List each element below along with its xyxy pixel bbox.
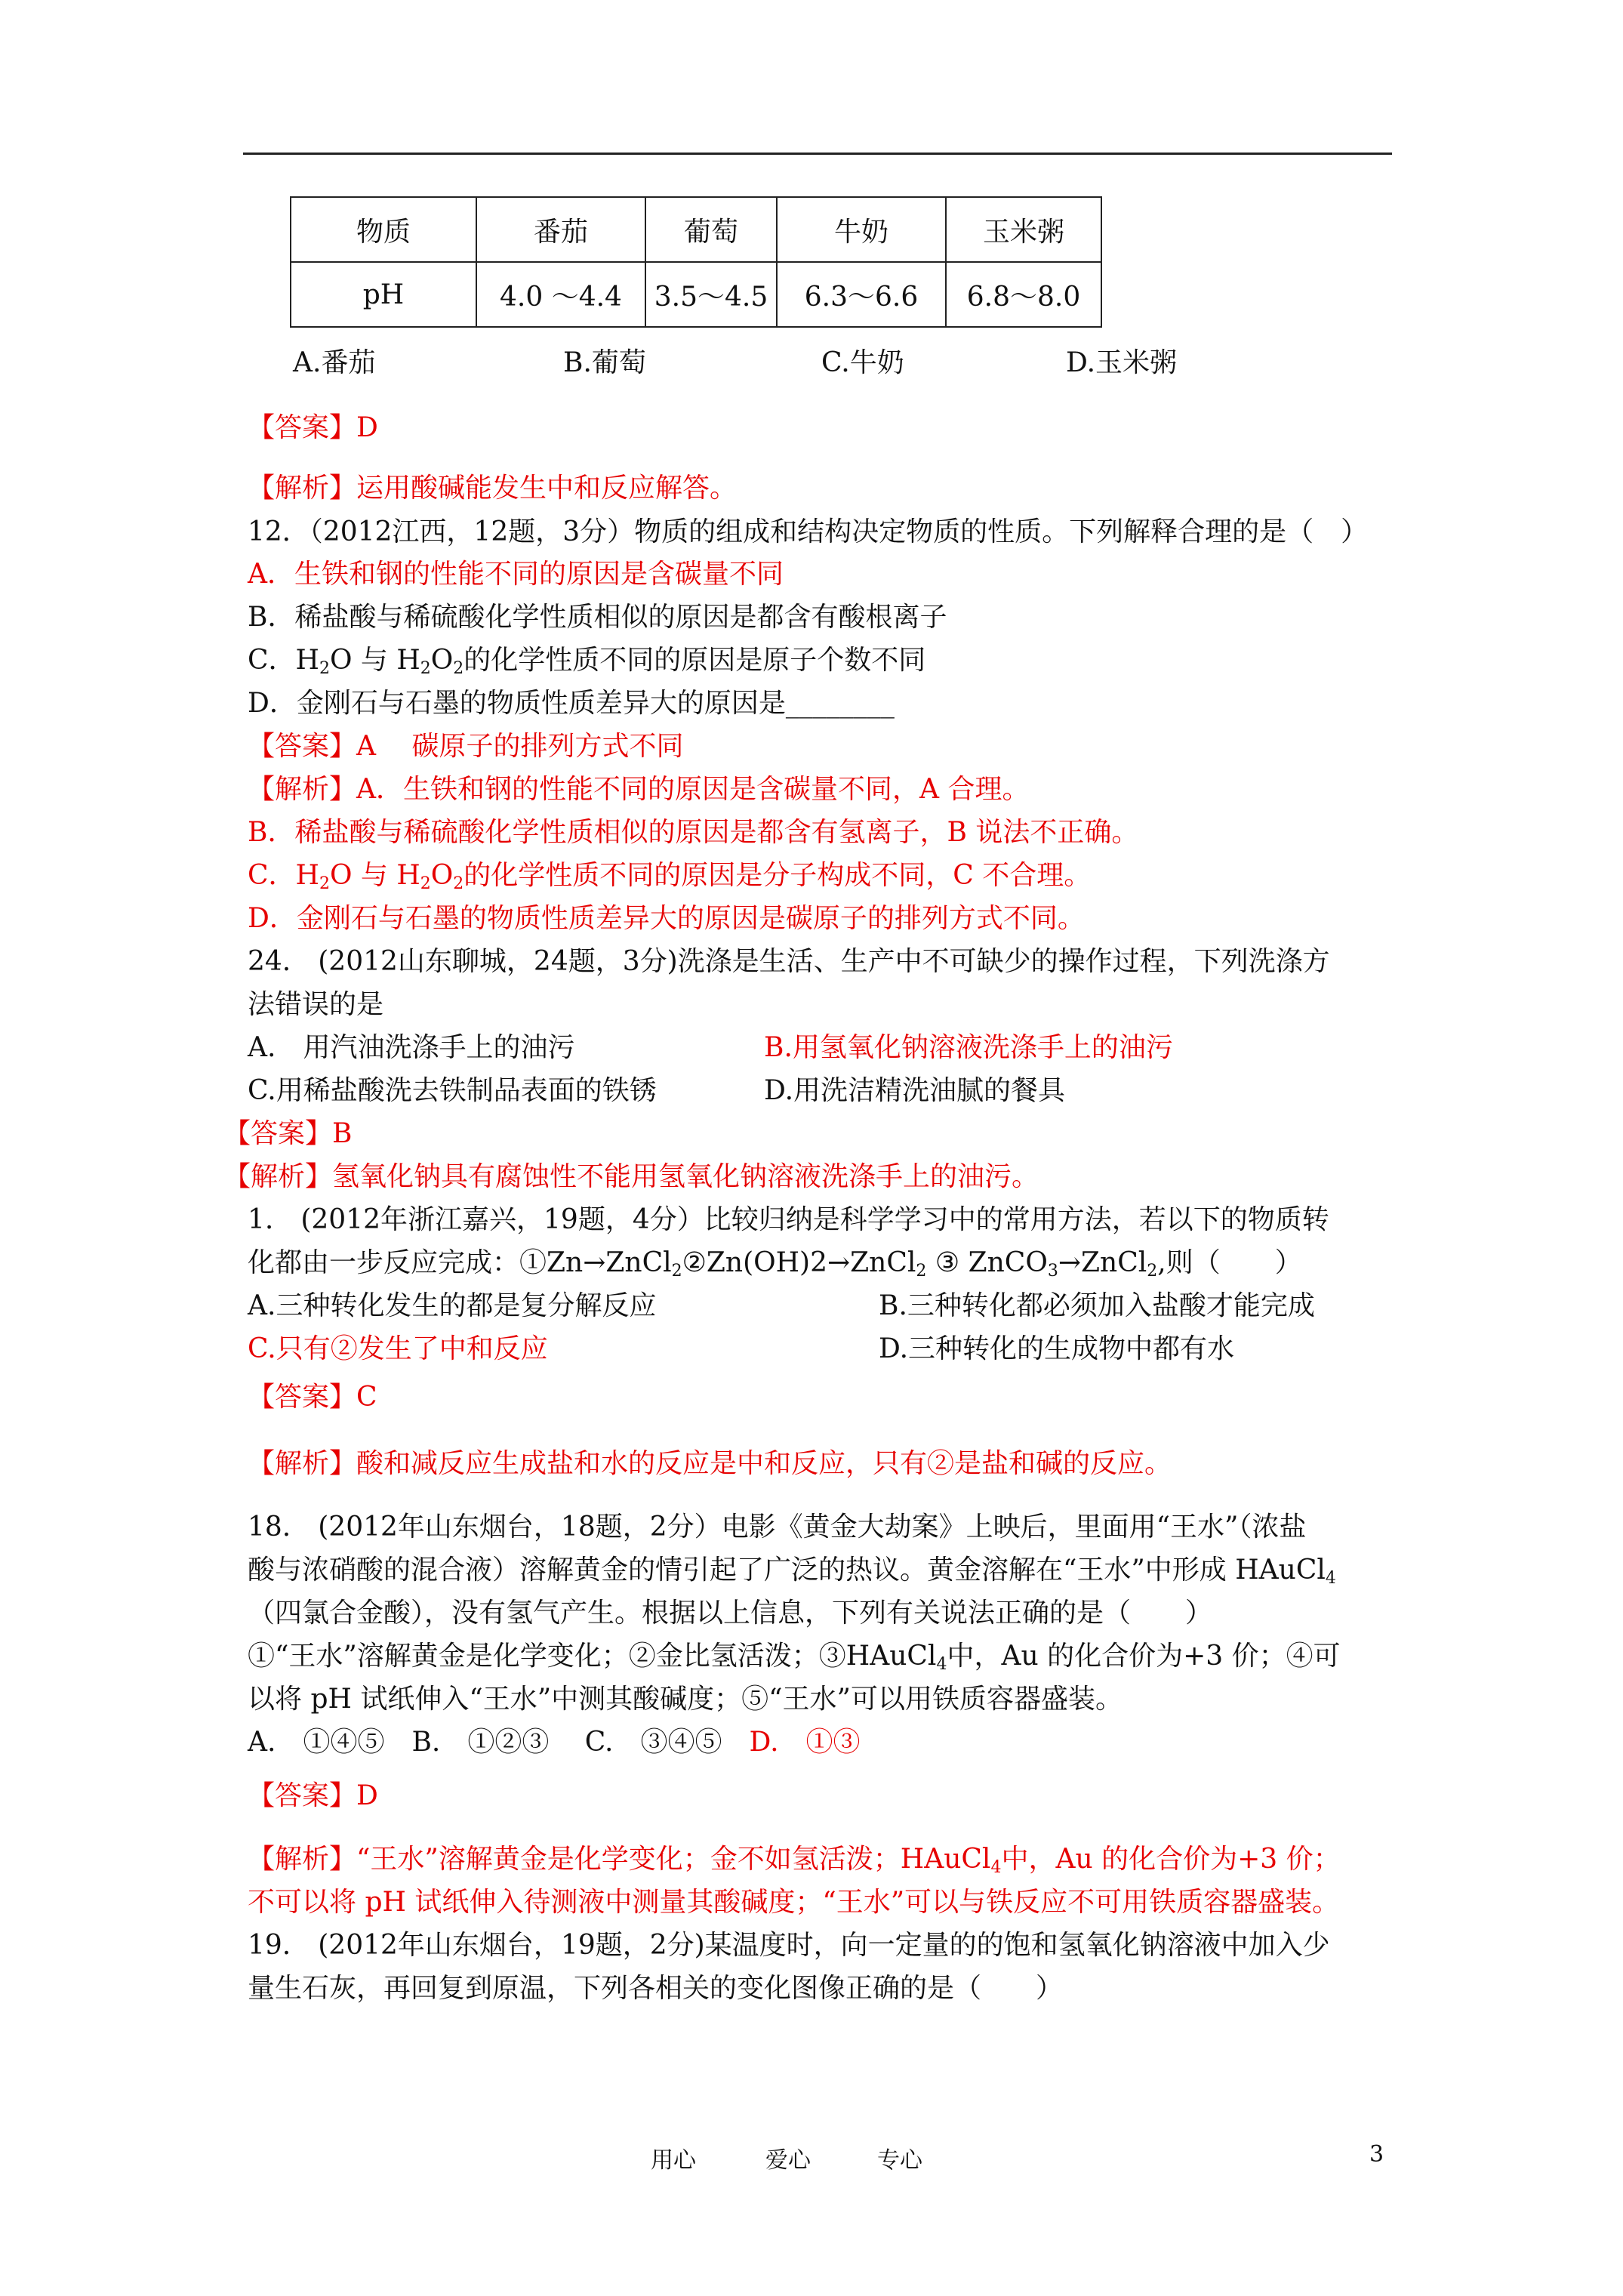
q11-option-c: C.牛奶: [821, 347, 904, 378]
table-cell: 3.5～4.5: [645, 262, 777, 327]
q12-option-b: B．稀盐酸与稀硫酸化学性质相似的原因是都含有酸根离子: [248, 602, 947, 633]
q11-answer: 【答案】D: [248, 412, 378, 443]
table-row: [291, 197, 1101, 262]
table-cell: pH: [291, 262, 476, 327]
ph-table: [290, 196, 1102, 328]
q19-stem-1: 19. (2012年山东烟台，19题，2分)某温度时，向一定量的的饱和氢氧化钠溶液中加入少: [248, 1930, 1330, 1961]
q24-stem-1: 24. (2012山东聊城，24题，3分)洗涤是生活、生产中不可缺少的操作过程，下列洗涤方: [248, 946, 1330, 977]
q11-option-a: A.番茄: [293, 347, 376, 378]
page-number: 3: [1369, 2141, 1384, 2168]
q1-option-c: C.只有②发生了中和反应: [248, 1333, 548, 1364]
q18-stem-3: （四氯合金酸），没有氢气产生。根据以上信息，下列有关说法正确的是（ ）: [248, 1598, 1213, 1629]
q19-stem-2: 量生石灰，再回复到原温，下列各相关的变化图像正确的是（ ）: [248, 1973, 1064, 2004]
q1-option-b: B.三种转化都必须加入盐酸才能完成: [879, 1290, 1315, 1321]
table-cell: 葡萄: [645, 197, 777, 262]
q18-stem-5: 以将 pH 试纸伸入“王水”中测其酸碱度；⑤“王水”可以用铁质容器盛装。: [248, 1684, 1123, 1715]
q1-stem-2: 化都由一步反应完成：①Zn→ZnCl$_2$②Zn(OH)2→ZnCl$_2$ ③ ZnCO$_3$→ZnCl$_2$,则（ ）: [248, 1247, 1302, 1281]
q1-answer: 【答案】C: [248, 1382, 377, 1413]
footer-text-3: 专心: [877, 2147, 922, 2174]
q12-analysis-3: C．$H_2O$ 与 $H_2O_2$的化学性质不同的原因是分子构成不同，C 不合理。: [248, 860, 1092, 893]
q24-option-a: A. 用汽油洗涤手上的油污: [248, 1032, 575, 1063]
footer-text-2: 爱心: [765, 2147, 811, 2174]
table-row: [291, 262, 1101, 327]
q12-option-d: D．金刚石与石墨的物质性质差异大的原因是________: [248, 688, 895, 719]
q11-option-d: D.玉米粥: [1066, 347, 1178, 378]
q11-option-b: B.葡萄: [563, 347, 646, 378]
footer-text-1: 用心: [651, 2147, 696, 2174]
table-cell: 4.0 ～4.4: [476, 262, 645, 327]
q24-analysis: 【解析】氢氧化钠具有腐蚀性不能用氢氧化钠溶液洗涤手上的油污。: [223, 1161, 1039, 1192]
q12-analysis-2: B．稀盐酸与稀硫酸化学性质相似的原因是都含有氢离子，B 说法不正确。: [248, 817, 1139, 848]
q1-option-a: A.三种转化发生的都是复分解反应: [248, 1290, 657, 1321]
q12-option-c: C．$H_2O$ 与 $H_2O_2$的化学性质不同的原因是原子个数不同: [248, 645, 926, 678]
q18-stem-1: 18. (2012年山东烟台，18题，2分）电影《黄金大劫案》上映后，里面用“王水”（浓盐: [248, 1512, 1307, 1542]
q18-stem-4: ①“王水”溶解黄金是化学变化；②金比氢活泼；③HAuCl$_4$中，Au 的化合价为+3 价；④可: [248, 1641, 1341, 1674]
table-cell: 番茄: [476, 197, 645, 262]
q24-option-b: B.用氢氧化钠溶液洗涤手上的油污: [764, 1032, 1173, 1063]
q18-options: A. ①④⑤ B. ①②③ C. ③④⑤ D. ①③: [248, 1727, 861, 1758]
table-cell: 6.3～6.6: [777, 262, 946, 327]
q1-option-d: D.三种转化的生成物中都有水: [879, 1333, 1235, 1364]
q11-analysis: 【解析】运用酸碱能发生中和反应解答。: [248, 473, 738, 504]
q18-analysis-1: 【解析】“王水”溶解黄金是化学变化；金不如氢活泼；HAuCl$_4$中，Au 的化合价为+3 价；: [248, 1844, 1341, 1877]
table-cell: 物质: [291, 197, 476, 262]
q24-answer: 【答案】B: [223, 1118, 353, 1149]
q1-stem-1: 1. (2012年浙江嘉兴，19题，4分）比较归纳是科学学习中的常用方法，若以下的物质转: [248, 1204, 1329, 1235]
q24-option-d: D.用洗洁精洗油腻的餐具: [764, 1075, 1066, 1106]
table-cell: 牛奶: [777, 197, 946, 262]
table-cell: 玉米粥: [946, 197, 1101, 262]
header-rule: [243, 153, 1392, 155]
q18-answer: 【答案】D: [248, 1780, 378, 1811]
q24-option-c: C.用稀盐酸洗去铁制品表面的铁锈: [248, 1075, 657, 1106]
table-cell: 6.8～8.0: [946, 262, 1101, 327]
q12-analysis-1: 【解析】A．生铁和钢的性能不同的原因是含碳量不同，A 合理。: [248, 774, 1030, 805]
q12-answer: 【答案】A 碳原子的排列方式不同: [248, 731, 684, 762]
q12-option-a: A．生铁和钢的性能不同的原因是含碳量不同: [248, 559, 784, 590]
q12-analysis-4: D．金刚石与石墨的物质性质差异大的原因是碳原子的排列方式不同。: [248, 903, 1085, 934]
q24-stem-2: 法错误的是: [248, 989, 384, 1020]
q18-analysis-2: 不可以将 pH 试纸伸入待测液中测量其酸碱度；“王水”可以与铁反应不可用铁质容器盛装。: [248, 1887, 1340, 1918]
q18-stem-2: 酸与浓硝酸的混合液）溶解黄金的情引起了广泛的热议。黄金溶解在“王水”中形成 HAuCl$_4$: [248, 1555, 1336, 1588]
q1-analysis: 【解析】酸和减反应生成盐和水的反应是中和反应，只有②是盐和碱的反应。: [248, 1448, 1172, 1479]
q12-stem: 12．（2012江西，12题，3分）物质的组成和结构决定物质的性质。下列解释合理的是（ ）: [248, 516, 1369, 547]
q18-correct-option: D. ①③: [749, 1727, 861, 1758]
